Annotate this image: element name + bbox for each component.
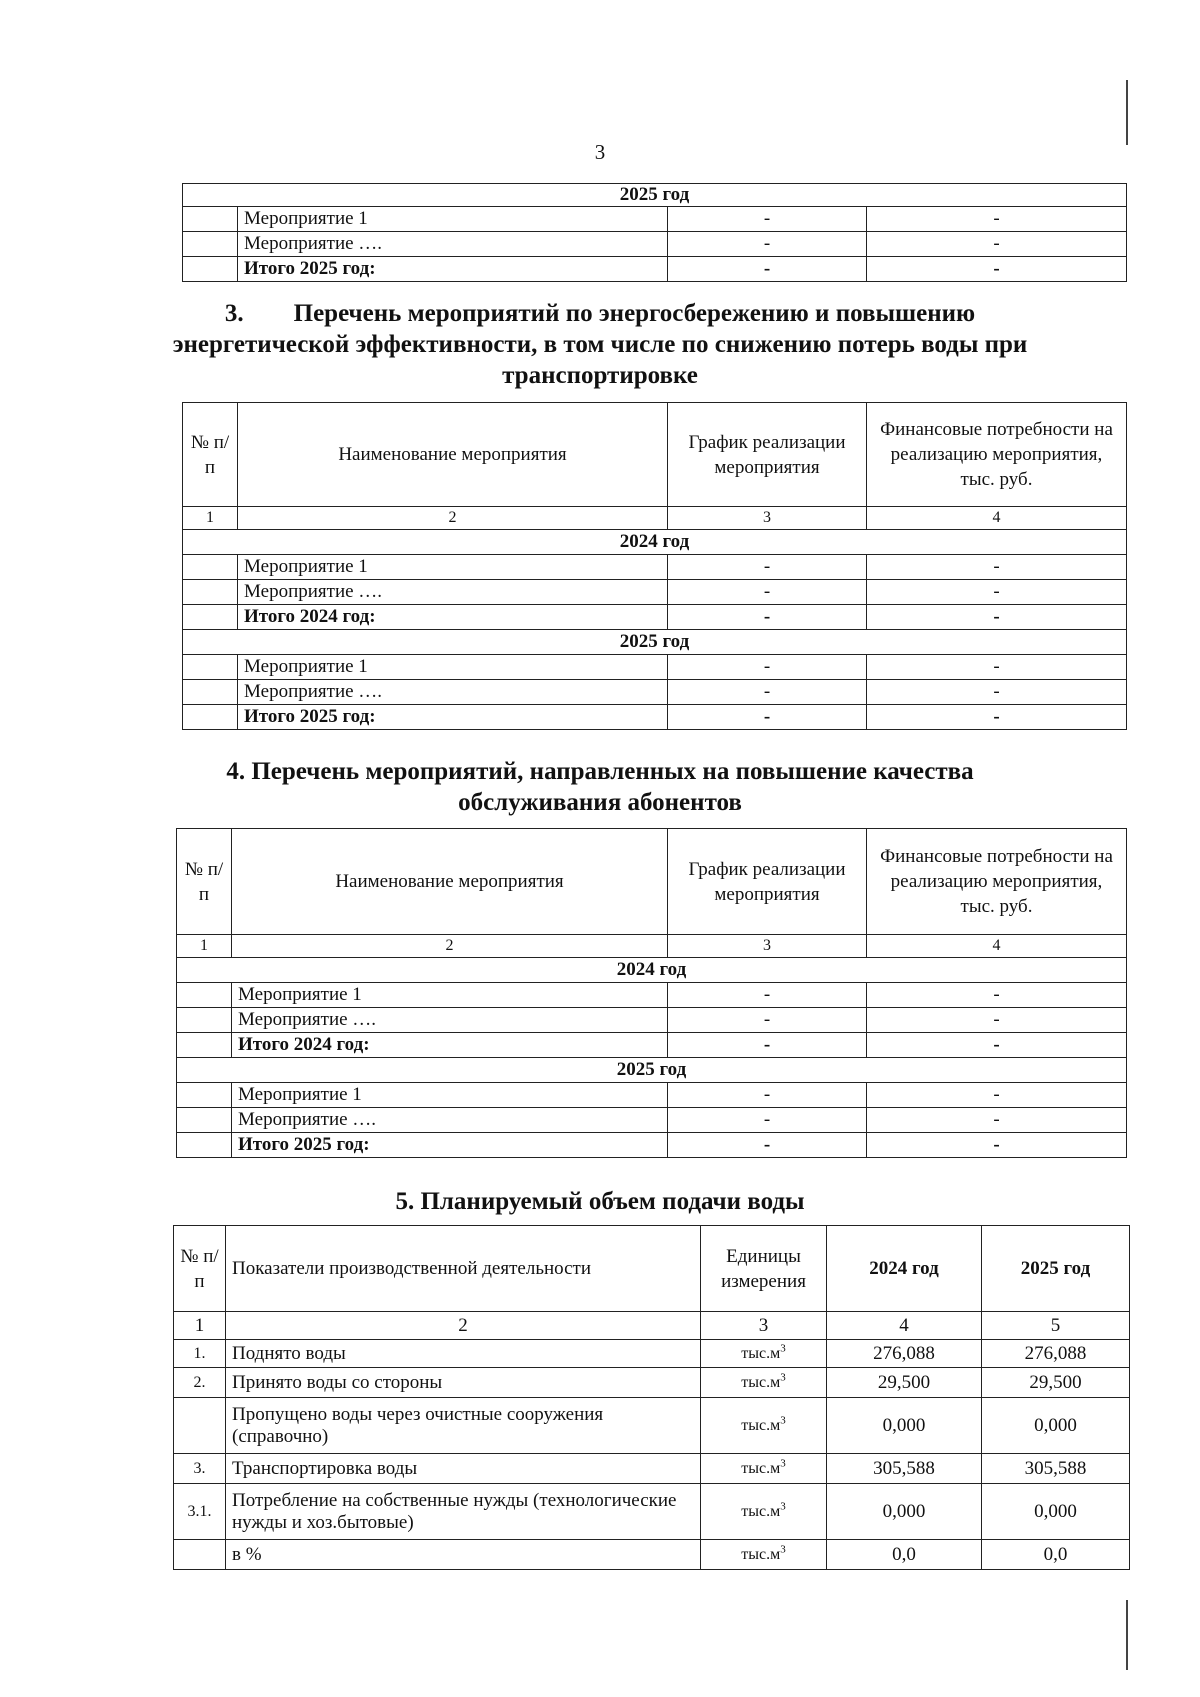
unit-cell: [701, 1540, 827, 1570]
value-2025: 0,0: [982, 1540, 1130, 1570]
total-label: Итого 2024 год:: [232, 1033, 668, 1058]
section3-title-line: 3. Перечень мероприятий по энергосбережению и повышению: [224, 300, 976, 327]
unit-superscript: 3: [780, 1500, 786, 1513]
unit-cell: [701, 1398, 827, 1454]
schedule-cell: -: [668, 605, 867, 630]
section3-title-line: транспортировке: [502, 362, 698, 389]
indicator-name: Поднято воды: [226, 1340, 701, 1368]
schedule-cell: -: [668, 257, 867, 282]
schedule-cell: -: [668, 680, 867, 705]
finance-cell: -: [867, 580, 1127, 605]
col-number: 2: [232, 935, 668, 958]
col-number: 1: [183, 507, 238, 530]
section4-title-line: 4. Перечень мероприятий, направленных на повышение качества: [226, 758, 974, 785]
finance-cell: -: [867, 1083, 1127, 1108]
finance-cell: -: [867, 605, 1127, 630]
schedule-cell: -: [668, 655, 867, 680]
unit-text: тыс.м: [741, 1416, 781, 1434]
value-2024: 0,000: [827, 1484, 982, 1540]
indicator-name: Принято воды со стороны: [226, 1368, 701, 1398]
schedule-cell: -: [668, 983, 867, 1008]
value-2024: 0,0: [827, 1540, 982, 1570]
num-cell: [177, 1033, 232, 1058]
activity-name: Мероприятие 1: [232, 983, 668, 1008]
header-num: № п/п: [174, 1226, 226, 1312]
num-cell: [177, 1008, 232, 1033]
header-finance: Финансовые потребности на реализацию мероприятия, тыс. руб.: [867, 403, 1127, 507]
schedule-cell: -: [668, 1133, 867, 1158]
num-cell: [183, 680, 238, 705]
section4-title: [0, 756, 1200, 818]
year-header: 2025 год: [177, 1058, 1127, 1083]
schedule-cell: -: [668, 580, 867, 605]
finance-cell: -: [867, 555, 1127, 580]
header-schedule: График реализации мероприятия: [668, 403, 867, 507]
page-number: 3: [594, 140, 606, 164]
section5-title: 5. Планируемый объем подачи воды: [395, 1188, 805, 1215]
header-num: № п/п: [183, 403, 238, 507]
col-number: 3: [668, 935, 867, 958]
activity-name: Мероприятие ….: [238, 232, 668, 257]
header-name: Наименование мероприятия: [238, 403, 668, 507]
unit-cell: [701, 1368, 827, 1398]
value-2024: 276,088: [827, 1340, 982, 1368]
col-number: 3: [668, 507, 867, 530]
header-schedule: График реализации мероприятия: [668, 829, 867, 935]
col-number: 4: [867, 935, 1127, 958]
activity-name: Мероприятие ….: [238, 680, 668, 705]
finance-cell: -: [867, 207, 1127, 232]
col-number: 5: [982, 1312, 1130, 1340]
value-2025: 0,000: [982, 1484, 1130, 1540]
activity-name: Мероприятие 1: [238, 655, 668, 680]
schedule-cell: -: [668, 207, 867, 232]
year-header: 2025 год: [183, 184, 1127, 207]
row-num: 3.1.: [174, 1484, 226, 1540]
activity-name: Мероприятие ….: [238, 580, 668, 605]
value-2025: 29,500: [982, 1368, 1130, 1398]
total-label: Итого 2024 год:: [238, 605, 668, 630]
header-num: № п/п: [177, 829, 232, 935]
header-name: Наименование мероприятия: [232, 829, 668, 935]
header-unit: Единицы измерения: [701, 1226, 827, 1312]
section4-table: [176, 828, 1127, 1158]
finance-cell: -: [867, 1008, 1127, 1033]
finance-cell: -: [867, 1133, 1127, 1158]
num-cell: [183, 655, 238, 680]
row-num: [174, 1540, 226, 1570]
schedule-cell: -: [668, 555, 867, 580]
header-2024: 2024 год: [827, 1226, 982, 1312]
col-number: 4: [867, 507, 1127, 530]
unit-text: тыс.м: [741, 1545, 781, 1563]
unit-cell: [701, 1454, 827, 1484]
unit-text: тыс.м: [741, 1502, 781, 1520]
schedule-cell: -: [668, 1083, 867, 1108]
unit-superscript: 3: [780, 1457, 786, 1470]
finance-cell: -: [867, 257, 1127, 282]
activity-name: Мероприятие 1: [238, 207, 668, 232]
num-cell: [183, 705, 238, 730]
unit-superscript: 3: [780, 1342, 786, 1355]
num-cell: [183, 207, 238, 232]
num-cell: [177, 983, 232, 1008]
schedule-cell: -: [668, 1108, 867, 1133]
section5-table: [173, 1225, 1130, 1570]
col-number: 1: [177, 935, 232, 958]
row-num: 1.: [174, 1340, 226, 1368]
value-2024: 0,000: [827, 1398, 982, 1454]
col-number: 2: [226, 1312, 701, 1340]
num-cell: [177, 1083, 232, 1108]
year-header: 2025 год: [183, 630, 1127, 655]
indicator-name: Потребление на собственные нужды (технологические нужды и хоз.бытовые): [226, 1484, 701, 1540]
year-header: 2024 год: [183, 530, 1127, 555]
unit-superscript: 3: [780, 1414, 786, 1427]
finance-cell: -: [867, 680, 1127, 705]
total-label: Итого 2025 год:: [238, 257, 668, 282]
activity-name: Мероприятие ….: [232, 1108, 668, 1133]
finance-cell: -: [867, 1108, 1127, 1133]
row-num: 3.: [174, 1454, 226, 1484]
finance-cell: -: [867, 655, 1127, 680]
scan-edge-mark: [1126, 1600, 1128, 1670]
finance-cell: -: [867, 232, 1127, 257]
num-cell: [177, 1108, 232, 1133]
value-2025: 305,588: [982, 1454, 1130, 1484]
num-cell: [183, 555, 238, 580]
schedule-cell: -: [668, 1033, 867, 1058]
activity-name: Мероприятие 1: [238, 555, 668, 580]
unit-superscript: 3: [780, 1371, 786, 1384]
indicator-name: Транспортировка воды: [226, 1454, 701, 1484]
activity-name: Мероприятие 1: [232, 1083, 668, 1108]
num-cell: [177, 1133, 232, 1158]
schedule-cell: -: [668, 1008, 867, 1033]
finance-cell: -: [867, 983, 1127, 1008]
total-label: Итого 2025 год:: [238, 705, 668, 730]
num-cell: [183, 257, 238, 282]
indicator-name: в %: [226, 1540, 701, 1570]
scan-edge-mark: [1126, 80, 1128, 145]
total-label: Итого 2025 год:: [232, 1133, 668, 1158]
unit-cell: [701, 1484, 827, 1540]
col-number: 1: [174, 1312, 226, 1340]
unit-cell: [701, 1340, 827, 1368]
row-num: [174, 1398, 226, 1454]
col-number: 4: [827, 1312, 982, 1340]
col-number: 2: [238, 507, 668, 530]
schedule-cell: -: [668, 232, 867, 257]
year-header: 2024 год: [177, 958, 1127, 983]
header-finance: Финансовые потребности на реализацию мероприятия, тыс. руб.: [867, 829, 1127, 935]
schedule-cell: -: [668, 705, 867, 730]
activity-name: Мероприятие ….: [232, 1008, 668, 1033]
section3-title: [0, 298, 1200, 391]
section3-title-line: энергетической эффективности, в том числе по снижению потерь воды при: [172, 331, 1028, 358]
unit-text: тыс.м: [741, 1373, 781, 1391]
col-number: 3: [701, 1312, 827, 1340]
value-2025: 0,000: [982, 1398, 1130, 1454]
finance-cell: -: [867, 705, 1127, 730]
unit-superscript: 3: [780, 1543, 786, 1556]
header-2025: 2025 год: [982, 1226, 1130, 1312]
num-cell: [183, 232, 238, 257]
unit-text: тыс.м: [741, 1344, 781, 1362]
num-cell: [183, 605, 238, 630]
header-indicator: Показатели производственной деятельности: [226, 1226, 701, 1312]
indicator-name: Пропущено воды через очистные сооружения (справочно): [226, 1398, 701, 1454]
finance-cell: -: [867, 1033, 1127, 1058]
unit-text: тыс.м: [741, 1459, 781, 1477]
value-2025: 276,088: [982, 1340, 1130, 1368]
num-cell: [183, 580, 238, 605]
section3-table: [182, 402, 1127, 730]
value-2024: 305,588: [827, 1454, 982, 1484]
value-2024: 29,500: [827, 1368, 982, 1398]
continued-table: [182, 183, 1127, 282]
section4-title-line: обслуживания абонентов: [458, 789, 742, 816]
row-num: 2.: [174, 1368, 226, 1398]
